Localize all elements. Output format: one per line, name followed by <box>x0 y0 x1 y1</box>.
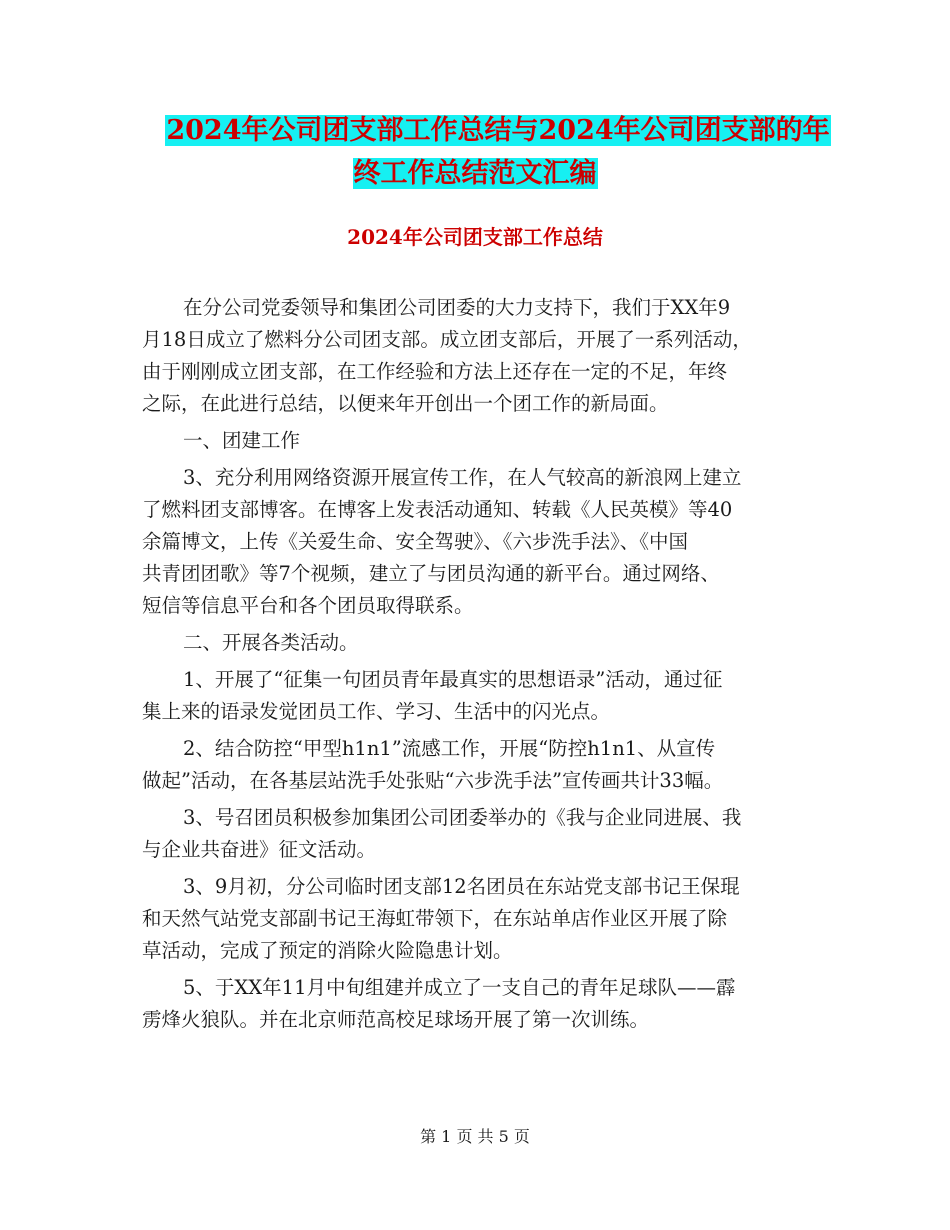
paragraph-line: 月18日成立了燃料分公司团支部。成立团支部后，开展了一系列活动， <box>142 328 752 351</box>
paragraph-line: 1、开展了“征集一句团员青年最真实的思想语录”活动，通过征 <box>183 668 723 691</box>
paragraph-line: 和天然气站党支部副书记王海虹带领下，在东站单店作业区开展了除 <box>142 907 728 930</box>
paragraph <box>142 292 814 420</box>
paragraph-line: 5、于XX年11月中旬组建并成立了一支自己的青年足球队——霹 <box>183 976 736 999</box>
document-title-line-2 <box>0 154 950 194</box>
paragraph-line: 了燃料团支部博客。在博客上发表活动通知、转载《人民英模》等40 <box>142 498 733 521</box>
document-title-line-1 <box>0 111 950 151</box>
paragraph-line: 3、9月初，分公司临时团支部12名团员在东站党支部书记王保琨 <box>183 875 740 898</box>
paragraph <box>142 733 814 797</box>
paragraph-line: 集上来的语录发觉团员工作、学习、生活中的闪光点。 <box>142 700 611 723</box>
paragraph-line: 短信等信息平台和各个团员取得联系。 <box>142 594 474 617</box>
paragraph <box>142 802 814 866</box>
paragraph-line: 余篇博文，上传《关爱生命、安全驾驶》、《六步洗手法》、《中国 <box>142 530 689 553</box>
paragraph <box>142 664 814 728</box>
paragraph-line: 由于刚刚成立团支部，在工作经验和方法上还存在一定的不足，年终 <box>142 360 728 383</box>
title-highlight: 终工作总结范文汇编 <box>353 158 597 189</box>
paragraph-line: 二、开展各类活动。 <box>183 631 359 654</box>
title-highlight: 2024年公司团支部工作总结与2024年公司团支部的年 <box>166 115 830 146</box>
paragraph <box>142 871 814 967</box>
paragraph <box>142 972 814 1036</box>
paragraph <box>142 462 814 622</box>
paragraph-line: 草活动，完成了预定的消除火险隐患计划。 <box>142 939 513 962</box>
paragraph-line: 与企业共奋进》征文活动。 <box>142 838 377 861</box>
paragraph <box>142 425 814 457</box>
paragraph-line: 在分公司党委领导和集团公司团委的大力支持下，我们于XX年9 <box>183 296 731 319</box>
paragraph-line: 2、结合防控“甲型h1n1”流感工作，开展“防控h1n1、从宣传 <box>183 737 716 760</box>
document-body <box>142 292 814 1036</box>
paragraph-line: 一、团建工作 <box>183 429 301 452</box>
paragraph-line: 做起”活动，在各基层站洗手处张贴“六步洗手法”宣传画共计33幅。 <box>142 769 724 792</box>
paragraph-line: 雳烽火狼队。并在北京师范高校足球场开展了第一次训练。 <box>142 1008 650 1031</box>
section-title: 2024年公司团支部工作总结 <box>347 225 603 249</box>
paragraph-line: 3、充分利用网络资源开展宣传工作，在人气较高的新浪网上建立 <box>183 466 742 489</box>
paragraph-line: 之际，在此进行总结，以便来年开创出一个团工作的新局面。 <box>142 392 669 415</box>
page-footer: 第 1 页 共 5 页 <box>420 1127 530 1146</box>
paragraph-line: 共青团团歌》等7个视频，建立了与团员沟通的新平台。通过网络、 <box>142 562 720 585</box>
paragraph-line: 3、号召团员积极参加集团公司团委举办的《我与企业同进展、我 <box>183 806 742 829</box>
paragraph <box>142 627 814 659</box>
